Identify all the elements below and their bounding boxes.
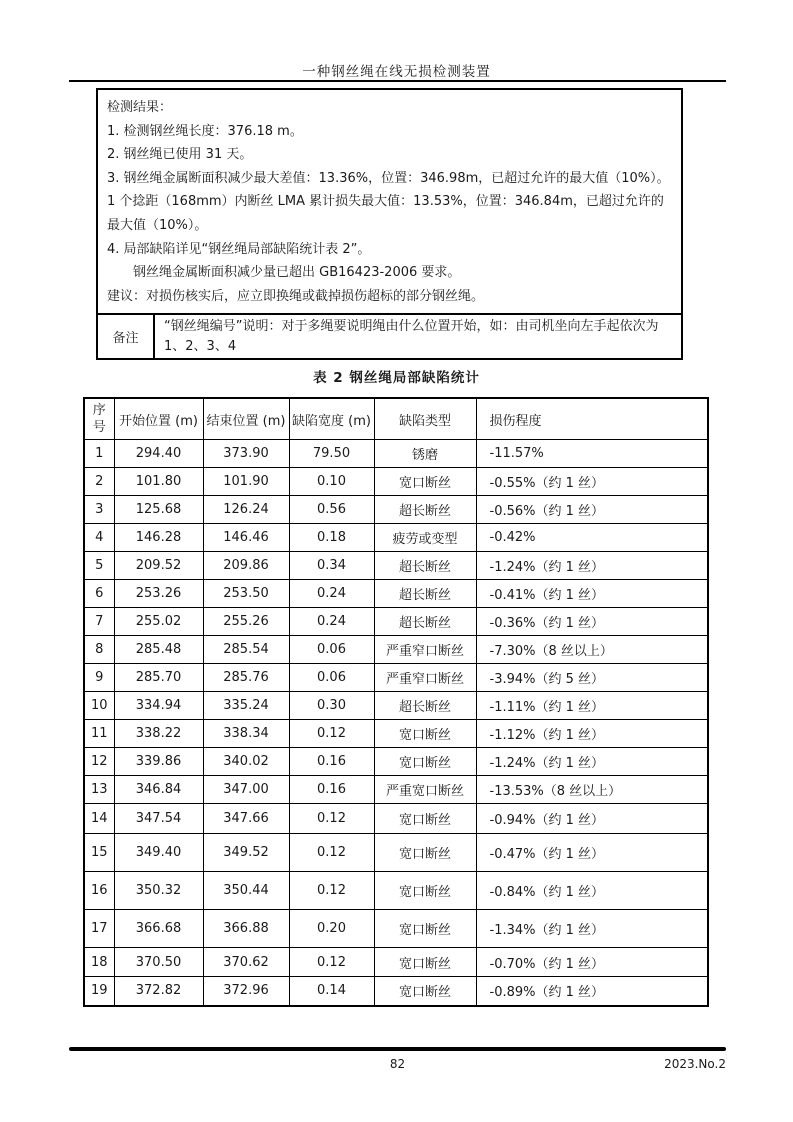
detection-result-box <box>96 88 683 360</box>
table-cell: 6 <box>84 580 114 608</box>
remark-text: “钢丝绳编号”说明：对于多绳要说明绳由什么位置开始，如：由司机坐向左手起依次为 1、2、3、4 <box>164 319 659 354</box>
column-header-end-pos: 结束位置 (m) <box>203 398 289 440</box>
table-cell: 0.06 <box>289 664 374 692</box>
table-cell: 0.12 <box>289 948 374 977</box>
table-cell: 18 <box>84 948 114 977</box>
table-cell: 疲劳或变型 <box>374 524 476 552</box>
table-cell: 超长断丝 <box>374 608 476 636</box>
table-cell: 3 <box>84 496 114 524</box>
table-cell: 370.62 <box>203 948 289 977</box>
table-cell: -1.24%（约 1 丝） <box>476 748 708 776</box>
table-cell: 146.46 <box>203 524 289 552</box>
column-header-defect-width: 缺陷宽度 (m) <box>289 398 374 440</box>
result-line: 建议：对损伤核实后，应立即换绳或截掉损伤超标的部分钢丝绳。 <box>107 288 485 304</box>
table-row <box>84 664 708 692</box>
column-header-damage: 损伤程度 <box>476 398 708 440</box>
table-cell: 严重宽口断丝 <box>374 776 476 804</box>
result-line: 1 个捻距（168mm）内断丝 LMA 累计损失最大值：13.53%，位置：346.84m，已超过允许的 <box>107 194 664 210</box>
table-cell: 0.24 <box>289 580 374 608</box>
table-cell: 宽口断丝 <box>374 748 476 776</box>
result-line: 3. 钢丝绳金属断面积减少最大差值：13.36%，位置：346.98m，已超过允许的最大值（10%）。 <box>107 170 670 186</box>
table-cell: 373.90 <box>203 440 289 468</box>
table-cell: 0.16 <box>289 776 374 804</box>
table-row <box>84 580 708 608</box>
column-header-start-pos: 开始位置 (m) <box>114 398 203 440</box>
table-row <box>84 748 708 776</box>
table-cell: 1 <box>84 440 114 468</box>
table-cell: 255.26 <box>203 608 289 636</box>
table-row <box>84 524 708 552</box>
table-cell: -13.53%（8 丝以上） <box>476 776 708 804</box>
table-cell: 4 <box>84 524 114 552</box>
table-cell: 285.70 <box>114 664 203 692</box>
table-cell: 372.96 <box>203 977 289 1006</box>
table-cell: -11.57% <box>476 440 708 468</box>
result-line: 2. 钢丝绳已使用 31 天。 <box>107 147 253 163</box>
remark-row <box>98 313 681 358</box>
table-cell: 285.54 <box>203 636 289 664</box>
table-cell: 0.16 <box>289 748 374 776</box>
page-number: 82 <box>389 1057 406 1071</box>
table-cell: 0.24 <box>289 608 374 636</box>
table-row <box>84 636 708 664</box>
table-cell: 0.34 <box>289 552 374 580</box>
table-cell: 0.12 <box>289 720 374 748</box>
table-cell: -1.24%（约 1 丝） <box>476 552 708 580</box>
table-cell: 8 <box>84 636 114 664</box>
table-cell: 0.12 <box>289 804 374 834</box>
table-cell: 严重窄口断丝 <box>374 636 476 664</box>
table-cell: -0.70%（约 1 丝） <box>476 948 708 977</box>
table-cell: 125.68 <box>114 496 203 524</box>
table-cell: 宽口断丝 <box>374 720 476 748</box>
table-cell: 13 <box>84 776 114 804</box>
table-cell: 0.12 <box>289 834 374 872</box>
table-cell: -7.30%（8 丝以上） <box>476 636 708 664</box>
table-cell: 338.34 <box>203 720 289 748</box>
table-cell: 334.94 <box>114 692 203 720</box>
table-cell: 101.90 <box>203 468 289 496</box>
table-cell: 15 <box>84 834 114 872</box>
table-row <box>84 552 708 580</box>
table-row <box>84 496 708 524</box>
table-cell: 2 <box>84 468 114 496</box>
table-cell: 0.18 <box>289 524 374 552</box>
result-line: 最大值（10%）。 <box>107 217 208 233</box>
table-cell: -1.11%（约 1 丝） <box>476 692 708 720</box>
footer-divider <box>69 1047 726 1051</box>
table-cell: 285.48 <box>114 636 203 664</box>
table-cell: 9 <box>84 664 114 692</box>
table-cell: 347.66 <box>203 804 289 834</box>
table-cell: -1.12%（约 1 丝） <box>476 720 708 748</box>
remark-label: 备注 <box>98 315 155 358</box>
table-cell: 79.50 <box>289 440 374 468</box>
table-cell: 0.10 <box>289 468 374 496</box>
table-cell: 209.52 <box>114 552 203 580</box>
table-title: 表 2 钢丝绳局部缺陷统计 <box>313 370 480 386</box>
table-cell: 19 <box>84 977 114 1006</box>
table-cell: 锈磨 <box>374 440 476 468</box>
header-row <box>84 398 708 440</box>
table-cell: 宽口断丝 <box>374 910 476 948</box>
table-cell: 0.14 <box>289 977 374 1006</box>
table-cell: 5 <box>84 552 114 580</box>
table-cell: 宽口断丝 <box>374 872 476 910</box>
running-head-title: 一种钢丝绳在线无损检测装置 <box>302 64 491 80</box>
table-cell: 253.50 <box>203 580 289 608</box>
table-cell: 366.68 <box>114 910 203 948</box>
column-header-seq: 序号 <box>84 398 114 440</box>
table-cell: 16 <box>84 872 114 910</box>
table-cell: -0.36%（约 1 丝） <box>476 608 708 636</box>
table-cell: 10 <box>84 692 114 720</box>
table-cell: -3.94%（约 5 丝） <box>476 664 708 692</box>
table-cell: 350.44 <box>203 872 289 910</box>
table-cell: 超长断丝 <box>374 580 476 608</box>
table-cell: 超长断丝 <box>374 496 476 524</box>
table-cell: 0.12 <box>289 872 374 910</box>
table-cell: 超长断丝 <box>374 692 476 720</box>
table-cell: -1.34%（约 1 丝） <box>476 910 708 948</box>
table-cell: 209.86 <box>203 552 289 580</box>
result-line: 4. 局部缺陷详见“钢丝绳局部缺陷统计表 2”。 <box>107 241 371 257</box>
table-cell: 14 <box>84 804 114 834</box>
result-line: 检测结果： <box>107 100 173 115</box>
issue-number: 2023.No.2 <box>664 1057 726 1071</box>
table-cell: 294.40 <box>114 440 203 468</box>
table-cell: 17 <box>84 910 114 948</box>
table-cell: 340.02 <box>203 748 289 776</box>
table-cell: -0.94%（约 1 丝） <box>476 804 708 834</box>
table-cell: 349.52 <box>203 834 289 872</box>
table-cell: 宽口断丝 <box>374 804 476 834</box>
table-row <box>84 834 708 872</box>
table-cell: 126.24 <box>203 496 289 524</box>
table-row <box>84 776 708 804</box>
table-cell: 372.82 <box>114 977 203 1006</box>
table-cell: 宽口断丝 <box>374 468 476 496</box>
table-cell: 7 <box>84 608 114 636</box>
table-row <box>84 977 708 1006</box>
table-row <box>84 872 708 910</box>
defect-table <box>83 397 709 1007</box>
table-row <box>84 720 708 748</box>
result-line: 钢丝绳金属断面积减少量已超出 GB16423-2006 要求。 <box>133 265 461 281</box>
table-row <box>84 910 708 948</box>
table-row <box>84 608 708 636</box>
table-cell: 超长断丝 <box>374 552 476 580</box>
table-row <box>84 440 708 468</box>
table-cell: 338.22 <box>114 720 203 748</box>
table-row <box>84 948 708 977</box>
table-row <box>84 468 708 496</box>
table-cell: 350.32 <box>114 872 203 910</box>
table-cell: 146.28 <box>114 524 203 552</box>
column-header-defect-type: 缺陷类型 <box>374 398 476 440</box>
table-cell: 285.76 <box>203 664 289 692</box>
table-cell: 0.20 <box>289 910 374 948</box>
table-cell: 12 <box>84 748 114 776</box>
table-cell: 严重窄口断丝 <box>374 664 476 692</box>
detection-result-text <box>98 90 681 313</box>
table-cell: -0.84%（约 1 丝） <box>476 872 708 910</box>
table-cell: 0.30 <box>289 692 374 720</box>
result-line: 1. 检测钢丝绳长度：376.18 m。 <box>107 123 303 139</box>
table-cell: 370.50 <box>114 948 203 977</box>
table-cell: 346.84 <box>114 776 203 804</box>
table-cell: -0.56%（约 1 丝） <box>476 496 708 524</box>
table-cell: 349.40 <box>114 834 203 872</box>
table-cell: 宽口断丝 <box>374 977 476 1006</box>
table-cell: 0.56 <box>289 496 374 524</box>
table-cell: 101.80 <box>114 468 203 496</box>
table-cell: 347.54 <box>114 804 203 834</box>
defect-table-header <box>84 398 708 440</box>
table-cell: 335.24 <box>203 692 289 720</box>
defect-table-container <box>83 397 709 1007</box>
table-cell: -0.55%（约 1 丝） <box>476 468 708 496</box>
table-row <box>84 804 708 834</box>
table-cell: 347.00 <box>203 776 289 804</box>
header-divider <box>69 80 726 82</box>
table-cell: 339.86 <box>114 748 203 776</box>
table-cell: 253.26 <box>114 580 203 608</box>
table-cell: 255.02 <box>114 608 203 636</box>
defect-table-body <box>84 440 708 1006</box>
table-cell: 宽口断丝 <box>374 834 476 872</box>
table-cell: 366.88 <box>203 910 289 948</box>
table-cell: 宽口断丝 <box>374 948 476 977</box>
table-cell: -0.42% <box>476 524 708 552</box>
table-cell: 11 <box>84 720 114 748</box>
table-cell: -0.47%（约 1 丝） <box>476 834 708 872</box>
table-cell: -0.41%（约 1 丝） <box>476 580 708 608</box>
table-row <box>84 692 708 720</box>
table-cell: 0.06 <box>289 636 374 664</box>
table-cell: -0.89%（约 1 丝） <box>476 977 708 1006</box>
